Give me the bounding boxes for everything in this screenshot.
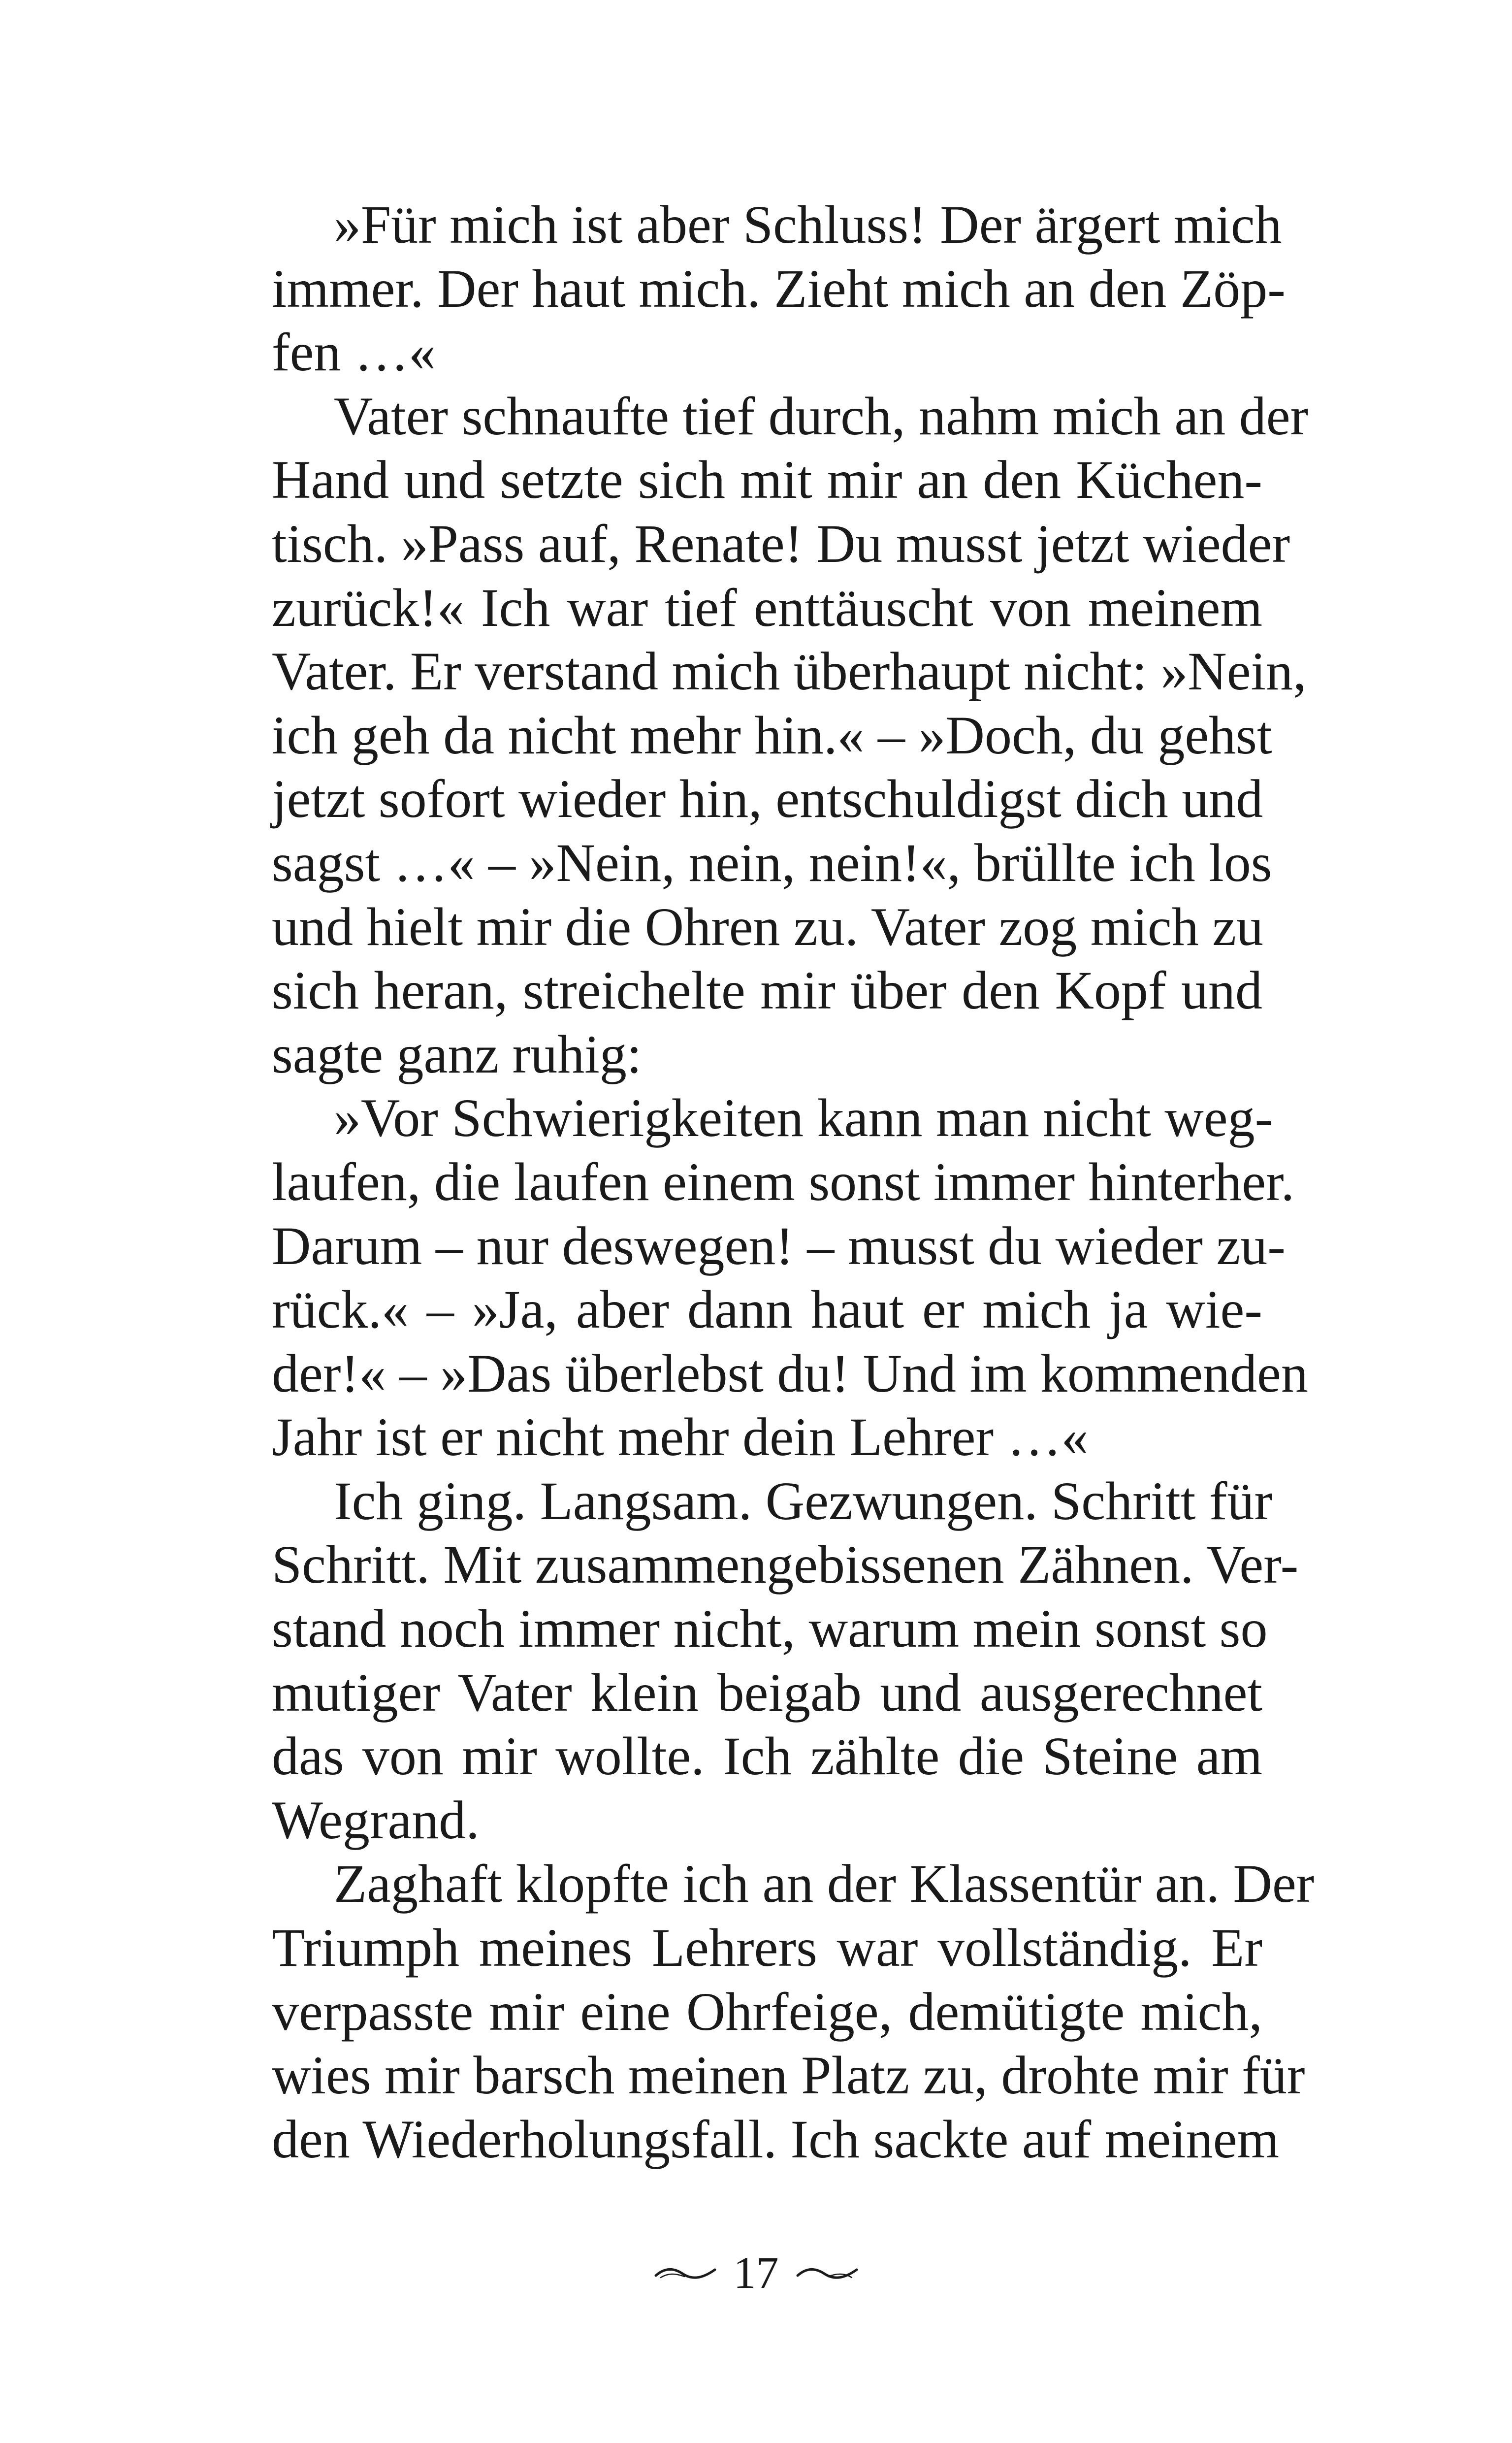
text-line: jetzt sofort wieder hin, entschuldigst dich und xyxy=(272,769,1263,829)
text-line: »Für mich ist aber Schluss! Der ärgert mich xyxy=(334,195,1282,255)
body-text xyxy=(272,193,1315,2171)
text-line: Hand und setzte sich mit mir an den Küchen- xyxy=(272,450,1262,510)
text-line: fen …« xyxy=(272,322,436,383)
text-line: sagst …« – »Nein, nein, nein!«, brüllte ich los xyxy=(272,832,1272,893)
text-line: Schritt. Mit zusammengebissenen Zähnen. Ver- xyxy=(272,1534,1299,1595)
text-line: »Vor Schwierigkeiten kann man nicht weg- xyxy=(334,1088,1273,1148)
text-line: Vater. Er verstand mich überhaupt nicht: »Nein, xyxy=(272,641,1307,702)
text-line: Vater schnaufte tief durch, nahm mich an der xyxy=(334,386,1309,446)
text-line: immer. Der haut mich. Zieht mich an den Zöp- xyxy=(272,258,1286,319)
text-line: den Wiederholungsfall. Ich sackte auf meinem xyxy=(272,2109,1280,2169)
text-line: und hielt mir die Ohren zu. Vater zog mich zu xyxy=(272,896,1264,957)
swash-ornament-icon-left xyxy=(654,2263,717,2282)
text-line: Zaghaft klopfte ich an der Klassentür an. Der xyxy=(334,1854,1315,1914)
text-line: ich geh da nicht mehr hin.« – »Doch, du gehst xyxy=(272,705,1272,765)
text-line: zurück!« Ich war tief enttäuscht von meinem xyxy=(272,577,1262,638)
text-line: der!« – »Das überlebst du! Und im kommenden xyxy=(272,1343,1308,1403)
text-line: sich heran, streichelte mir über den Kopf und xyxy=(272,960,1262,1021)
text-line: sagte ganz ruhig: xyxy=(272,1024,642,1084)
text-line: rück.« – »Ja, aber dann haut er mich ja wie- xyxy=(272,1279,1262,1340)
text-line: wies mir barsch meinen Platz zu, drohte mir für xyxy=(272,2045,1305,2106)
text-line: laufen, die laufen einem sonst immer hinterher. xyxy=(272,1151,1295,1212)
text-line: das von mir wollte. Ich zählte die Steine am xyxy=(272,1726,1262,1787)
text-line: verpasste mir eine Ohrfeige, demütigte mich, xyxy=(272,1981,1262,2042)
page-footer xyxy=(0,2238,1512,2307)
page-number: 17 xyxy=(733,2248,779,2298)
text-line: stand noch immer nicht, warum mein sonst so xyxy=(272,1598,1268,1659)
text-line: mutiger Vater klein beigab und ausgerechnet xyxy=(272,1662,1262,1723)
text-line: Jahr ist er nicht mehr dein Lehrer …« xyxy=(272,1407,1089,1467)
text-line: Darum – nur deswegen! – musst du wieder zu- xyxy=(272,1215,1286,1276)
text-line: tisch. »Pass auf, Renate! Du musst jetzt wieder xyxy=(272,513,1290,574)
text-line: Wegrand. xyxy=(272,1790,480,1850)
swash-ornament-icon-right xyxy=(796,2263,859,2282)
text-line: Triumph meines Lehrers war vollständig. Er xyxy=(272,1918,1262,1978)
text-line: Ich ging. Langsam. Gezwungen. Schritt für xyxy=(334,1470,1273,1531)
